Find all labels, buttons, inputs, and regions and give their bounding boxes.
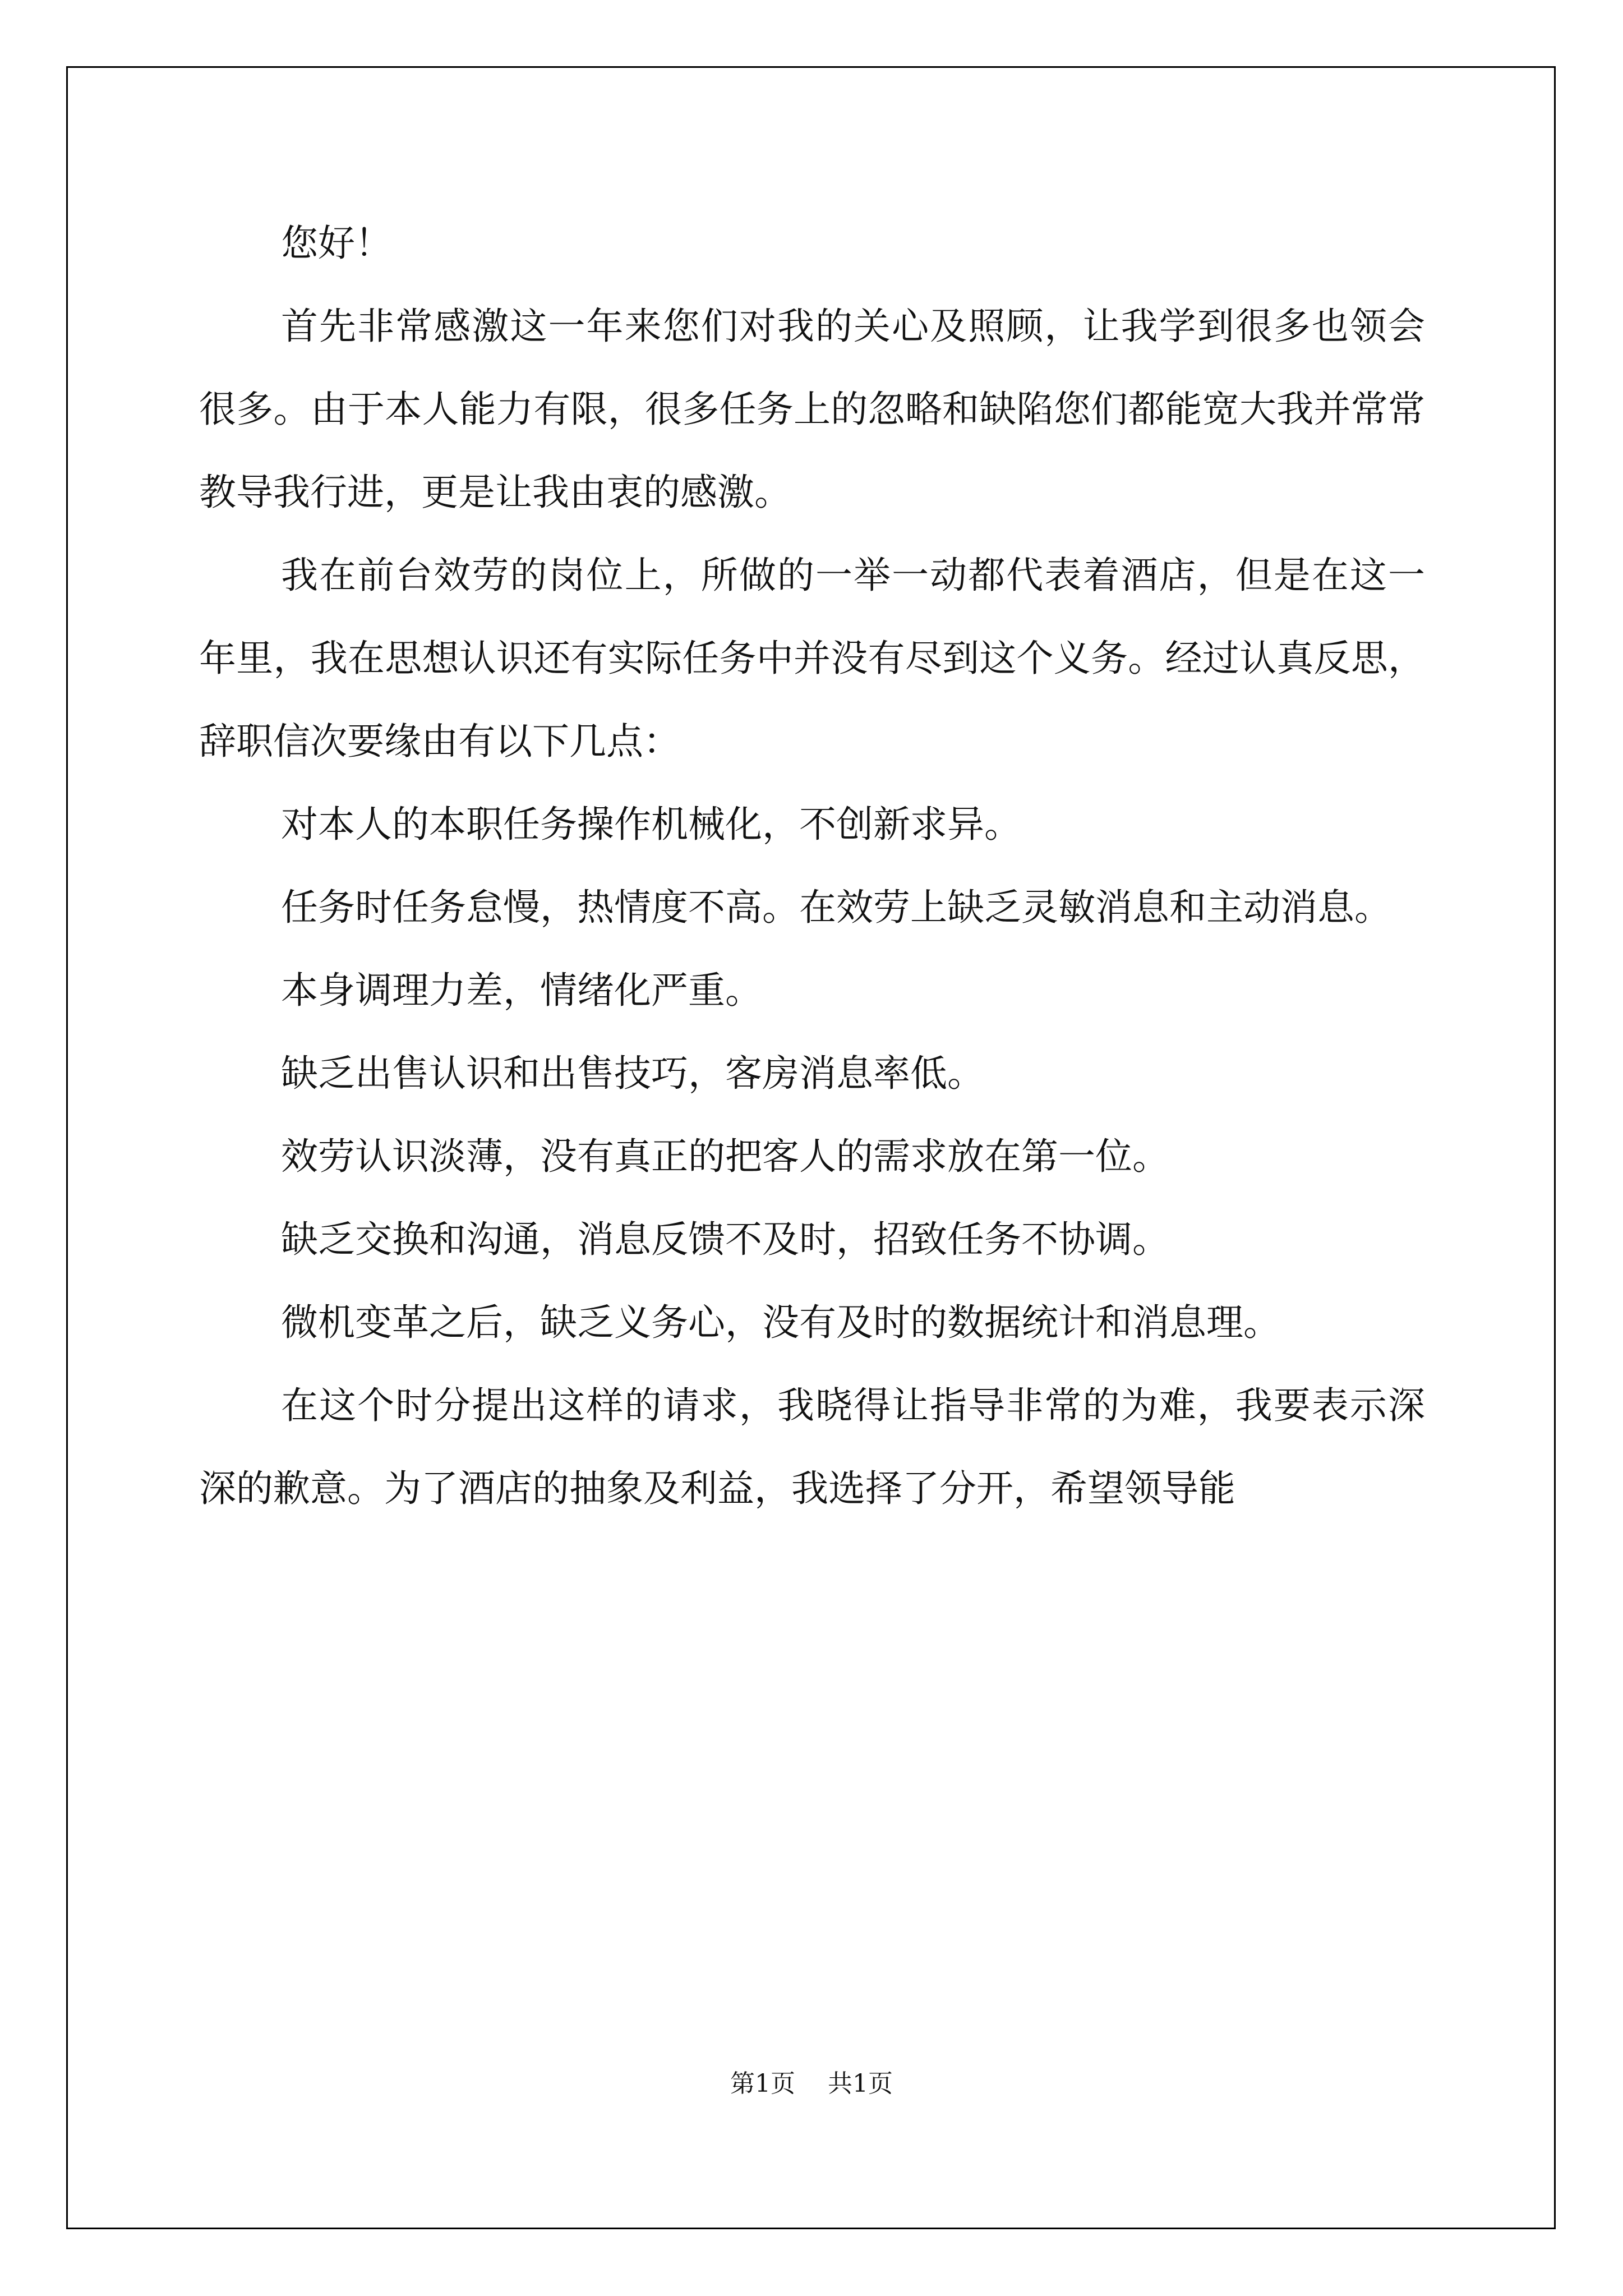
page-number: 第1页 [730, 2069, 795, 2098]
list-item: 微机变革之后，缺乏义务心，没有及时的数据统计和消息理。 [281, 1301, 1280, 1344]
list-item: 效劳认识淡薄，没有真正的把客人的需求放在第一位。 [281, 1135, 1169, 1178]
page-footer [0, 2067, 1623, 2101]
page-total: 共1页 [828, 2069, 893, 2098]
paragraph-greeting: 您好！ [281, 222, 392, 265]
list-item: 缺乏交换和沟通，消息反馈不及时，招致任务不协调。 [281, 1218, 1169, 1261]
list-item: 任务时任务怠慢，热情度不高。在效劳上缺乏灵敏消息和主动消息。 [281, 886, 1391, 929]
list-item: 对本人的本职任务操作机械化，不创新求异。 [281, 803, 1021, 846]
list-item: 本身调理力差，情绪化严重。 [281, 969, 762, 1012]
paragraph: 在这个时分提出这样的请求，我晓得让指导非常的为难，我要表示深深的歉意。为了酒店的抽象及利益，我选择了分开，希望领导能 [199, 1384, 1425, 1510]
list-item: 缺乏出售认识和出售技巧，客房消息率低。 [281, 1052, 984, 1095]
letter-body [199, 202, 1425, 1530]
paragraph: 首先非常感激这一年来您们对我的关心及照顾，让我学到很多也领会很多。由于本人能力有限，很多任务上的忽略和缺陷您们都能宽大我并常常教导我行进，更是让我由衷的感激。 [199, 305, 1425, 514]
paragraph: 我在前台效劳的岗位上，所做的一举一动都代表着酒店，但是在这一年里，我在思想认识还有实际任务中并没有尽到这个义务。经过认真反思，辞职信次要缘由有以下几点： [199, 554, 1425, 763]
